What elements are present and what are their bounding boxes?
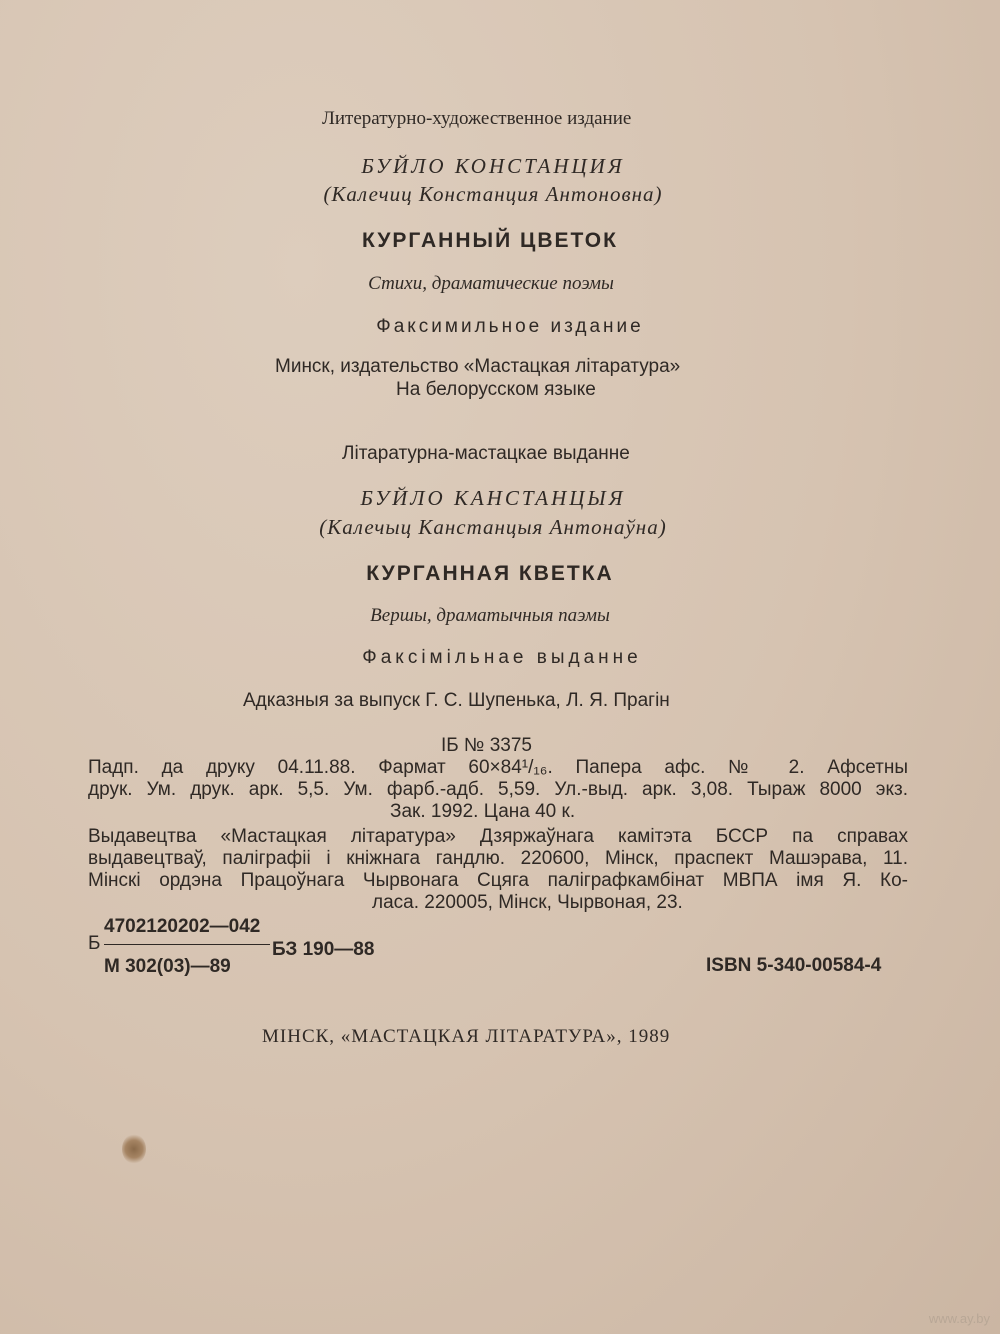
by-subtitle: Вершы, драматычныя паэмы xyxy=(370,605,610,626)
ru-publisher: Минск, издательство «Мастацкая літаратура» xyxy=(275,356,681,377)
printer-line-2: ласа. 220005, Мінск, Чырвоная, 23. xyxy=(372,892,683,913)
code-numerator: 4702120202—042 xyxy=(104,916,261,937)
code-b-letter: Б xyxy=(88,933,101,954)
by-responsible: Адказныя за выпуск Г. С. Шупенька, Л. Я. Прагін xyxy=(243,690,670,711)
ru-subtitle: Стихи, драматические поэмы xyxy=(368,273,614,294)
publisher-line-2: выдавецтваў, паліграфіі і кніжнага гандлю. 220600, Мінск, праспект Машэрава, 11. xyxy=(88,848,908,869)
imprint-line-1: Падп. да друку 04.11.88. Фармат 60×84¹/₁₆. Папера афс. № 2. Афсетны xyxy=(88,757,908,778)
isbn: ISBN 5-340-00584-4 xyxy=(706,955,882,976)
ru-language: На белорусском языке xyxy=(396,379,596,400)
ru-edition-type: Литературно-художественное издание xyxy=(322,108,632,129)
code-denominator: М 302(03)—89 xyxy=(104,956,231,977)
code-bz: БЗ 190—88 xyxy=(272,939,375,960)
ru-title: КУРГАННЫЙ ЦВЕТОК xyxy=(362,229,618,252)
publisher-line-1: Выдавецтва «Мастацкая літаратура» Дзяржаўнага камітэта БССР па справах xyxy=(88,826,908,847)
by-author: БУЙЛО КАНСТАНЦЫЯ xyxy=(360,486,626,510)
ru-author: БУЙЛО КОНСТАНЦИЯ xyxy=(361,154,625,178)
by-author-full: (Калечыц Канстанцыя Антонаўна) xyxy=(319,515,667,539)
fraction-rule xyxy=(104,944,270,945)
imprint-line-3: Зак. 1992. Цана 40 к. xyxy=(390,801,576,822)
paper-stain xyxy=(122,1134,146,1164)
ru-facsimile: Факсимильное издание xyxy=(376,316,644,337)
footer-city-publisher-year: МІНСК, «МАСТАЦКАЯ ЛІТАРАТУРА», 1989 xyxy=(262,1026,671,1047)
ib-number: ІБ № 3375 xyxy=(441,735,532,756)
by-edition-type: Літаратурна-мастацкае выданне xyxy=(342,443,630,464)
imprint-line-2: друк. Ум. друк. арк. 5,5. Ум. фарб.-адб. 5,59. Ул.-выд. арк. 3,08. Тыраж 8000 экз. xyxy=(88,779,908,800)
watermark: www.ay.by xyxy=(928,1311,990,1326)
by-facsimile: Факсімільнае выданне xyxy=(362,647,642,668)
printer-line-1: Мінскі ордэна Працоўнага Чырвонага Сцяга паліграфкамбінат МВПА імя Я. Ко- xyxy=(88,870,908,891)
ru-author-full: (Калечиц Констанция Антоновна) xyxy=(323,182,663,206)
by-title: КУРГАННАЯ КВЕТКА xyxy=(366,562,614,585)
